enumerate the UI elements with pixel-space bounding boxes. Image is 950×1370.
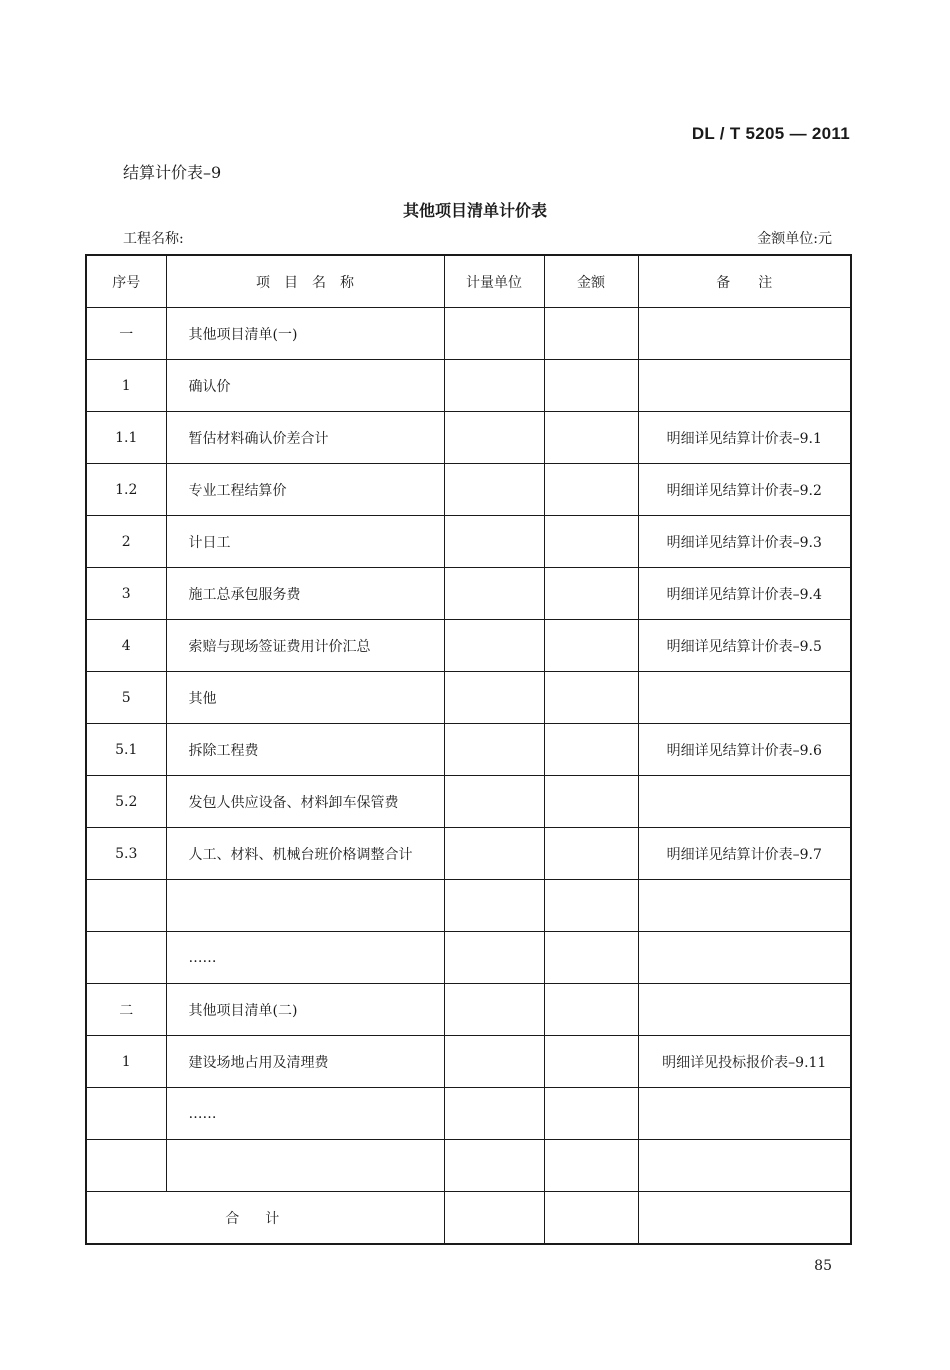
col-header-amount: 金额 <box>544 255 638 308</box>
row-unit <box>444 308 544 360</box>
table-row <box>86 932 851 984</box>
page-number: 85 <box>814 1258 832 1274</box>
row-seq: 5.3 <box>86 828 166 880</box>
row-remark: 明细详见投标报价表–9.11 <box>638 1036 851 1088</box>
total-remark-cell <box>638 1192 851 1245</box>
row-remark <box>638 1088 851 1140</box>
row-unit <box>444 880 544 932</box>
row-seq <box>86 1140 166 1192</box>
col-header-seq: 序号 <box>86 255 166 308</box>
page-title: 其他项目清单计价表 <box>402 201 547 220</box>
row-remark <box>638 672 851 724</box>
table-row <box>86 984 851 1036</box>
total-unit-cell <box>444 1192 544 1245</box>
table-row <box>86 1036 851 1088</box>
row-amount <box>544 360 638 412</box>
row-seq: 3 <box>86 568 166 620</box>
table-body <box>86 308 851 1192</box>
row-item-name: 暂估材料确认价差合计 <box>166 412 444 464</box>
row-item-name <box>166 880 444 932</box>
row-unit <box>444 516 544 568</box>
row-remark: 明细详见结算计价表–9.4 <box>638 568 851 620</box>
row-remark <box>638 1140 851 1192</box>
row-unit <box>444 412 544 464</box>
row-unit <box>444 1140 544 1192</box>
table-row <box>86 828 851 880</box>
row-seq: 4 <box>86 620 166 672</box>
row-unit <box>444 620 544 672</box>
table-row <box>86 724 851 776</box>
row-item-name: 计日工 <box>166 516 444 568</box>
row-unit <box>444 984 544 1036</box>
table-row <box>86 464 851 516</box>
row-unit <box>444 1088 544 1140</box>
row-amount <box>544 516 638 568</box>
row-unit <box>444 932 544 984</box>
row-unit <box>444 360 544 412</box>
row-remark <box>638 880 851 932</box>
pricing-table <box>85 254 852 1245</box>
row-amount <box>544 1140 638 1192</box>
table-row <box>86 776 851 828</box>
row-item-name: …… <box>166 1088 444 1140</box>
table-row <box>86 412 851 464</box>
row-amount <box>544 932 638 984</box>
table-header-row <box>86 255 851 308</box>
row-seq: 1.2 <box>86 464 166 516</box>
row-remark <box>638 984 851 1036</box>
col-header-unit: 计量单位 <box>444 255 544 308</box>
row-seq <box>86 880 166 932</box>
row-seq: 5.1 <box>86 724 166 776</box>
row-item-name: 施工总承包服务费 <box>166 568 444 620</box>
row-item-name <box>166 1140 444 1192</box>
row-unit <box>444 1036 544 1088</box>
row-remark <box>638 360 851 412</box>
row-amount <box>544 984 638 1036</box>
row-remark: 明细详见结算计价表–9.3 <box>638 516 851 568</box>
total-row <box>86 1192 851 1245</box>
row-item-name: 其他项目清单(一) <box>166 308 444 360</box>
row-remark <box>638 308 851 360</box>
standard-code: DL / T 5205 — 2011 <box>691 124 850 143</box>
row-seq: 2 <box>86 516 166 568</box>
row-seq <box>86 1088 166 1140</box>
row-seq: 1 <box>86 360 166 412</box>
row-seq: 1.1 <box>86 412 166 464</box>
table-row <box>86 568 851 620</box>
row-item-name: 索赔与现场签证费用计价汇总 <box>166 620 444 672</box>
row-item-name: 发包人供应设备、材料卸车保管费 <box>166 776 444 828</box>
table-row <box>86 308 851 360</box>
col-header-item-name: 项 目 名 称 <box>166 255 444 308</box>
row-item-name: …… <box>166 932 444 984</box>
table-row <box>86 672 851 724</box>
row-seq: 5 <box>86 672 166 724</box>
row-amount <box>544 672 638 724</box>
row-item-name: 专业工程结算价 <box>166 464 444 516</box>
row-amount <box>544 776 638 828</box>
row-seq: 一 <box>86 308 166 360</box>
row-item-name: 人工、材料、机械台班价格调整合计 <box>166 828 444 880</box>
row-item-name: 确认价 <box>166 360 444 412</box>
row-remark: 明细详见结算计价表–9.2 <box>638 464 851 516</box>
row-remark: 明细详见结算计价表–9.1 <box>638 412 851 464</box>
table-row <box>86 1088 851 1140</box>
form-id: 结算计价表–9 <box>123 163 222 182</box>
row-seq: 二 <box>86 984 166 1036</box>
table-row <box>86 620 851 672</box>
row-unit <box>444 776 544 828</box>
row-amount <box>544 880 638 932</box>
row-remark: 明细详见结算计价表–9.7 <box>638 828 851 880</box>
row-amount <box>544 1036 638 1088</box>
row-amount <box>544 308 638 360</box>
row-item-name: 拆除工程费 <box>166 724 444 776</box>
row-remark: 明细详见结算计价表–9.5 <box>638 620 851 672</box>
row-amount <box>544 724 638 776</box>
row-amount <box>544 828 638 880</box>
row-seq: 1 <box>86 1036 166 1088</box>
project-name-label: 工程名称: <box>123 231 184 247</box>
row-item-name: 其他 <box>166 672 444 724</box>
row-unit <box>444 568 544 620</box>
row-remark <box>638 776 851 828</box>
table-row <box>86 516 851 568</box>
row-item-name: 其他项目清单(二) <box>166 984 444 1036</box>
row-amount <box>544 464 638 516</box>
amount-unit-label: 金额单位:元 <box>757 231 832 247</box>
row-unit <box>444 464 544 516</box>
total-amount-cell <box>544 1192 638 1245</box>
row-item-name: 建设场地占用及清理费 <box>166 1036 444 1088</box>
table-row <box>86 360 851 412</box>
table-row <box>86 880 851 932</box>
row-unit <box>444 672 544 724</box>
row-seq <box>86 932 166 984</box>
row-remark <box>638 932 851 984</box>
row-unit <box>444 828 544 880</box>
row-amount <box>544 568 638 620</box>
table-row <box>86 1140 851 1192</box>
row-seq: 5.2 <box>86 776 166 828</box>
col-header-remark: 备 注 <box>638 255 851 308</box>
row-amount <box>544 412 638 464</box>
row-amount <box>544 1088 638 1140</box>
row-amount <box>544 620 638 672</box>
row-unit <box>444 724 544 776</box>
row-remark: 明细详见结算计价表–9.6 <box>638 724 851 776</box>
total-label: 合计 <box>86 1192 444 1245</box>
